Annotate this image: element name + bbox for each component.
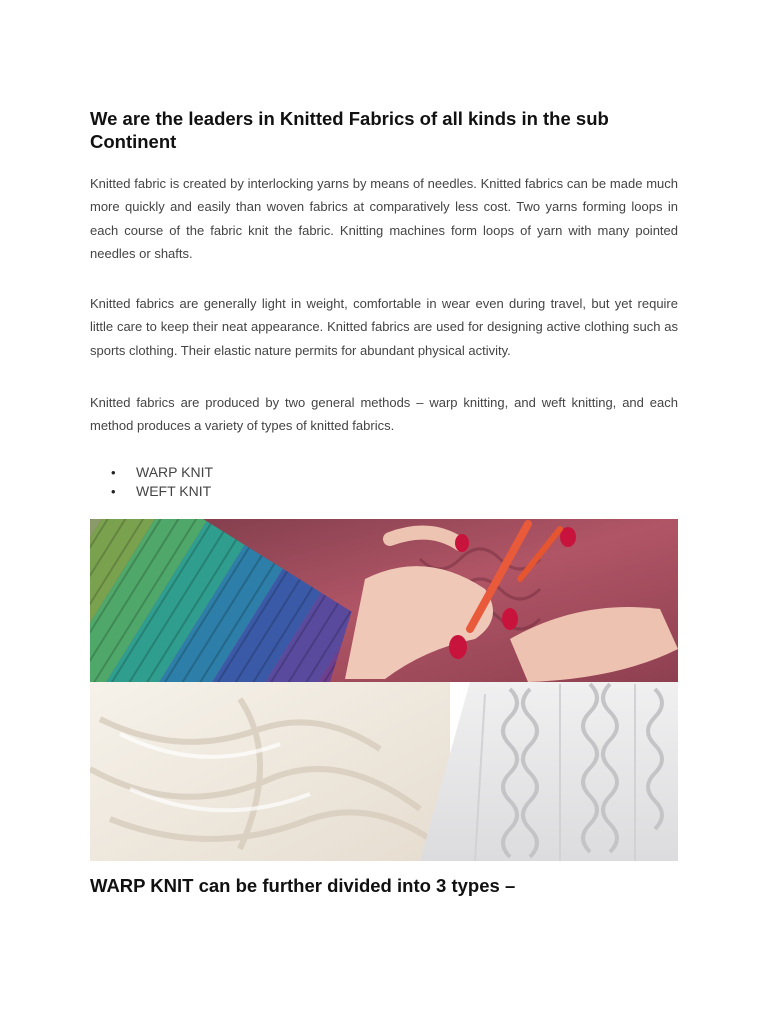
knit-type-list (90, 463, 213, 501)
paragraph-intro: Knitted fabric is created by interlocking yarns by means of needles. Knitted fabrics can be made much more quickly and easily than woven fabrics at comparatively less cost. Two yarns forming loops in each course of the fabric knit the fabric. Knitting machines form loops of yarn with many pointed needles or shafts. (90, 176, 678, 261)
bullet-icon: • (111, 484, 116, 499)
list-item: • WEFT KNIT (111, 483, 212, 499)
paragraph-properties: Knitted fabrics are generally light in weight, comfortable in wear even during travel, but yet require little care to keep their neat appearance. Knitted fabrics are used for designing active clothing such as sports clothing. Their elastic nature permits for abundant physical activity. (90, 296, 678, 358)
paragraph-methods: Knitted fabrics are produced by two general methods – warp knitting, and weft knitting, and each method produces a variety of types of knitted fabrics. (90, 395, 678, 434)
page-title: We are the leaders in Knitted Fabrics of all kinds in the sub Continent (90, 108, 609, 152)
white-cable-knit-photo (420, 682, 678, 861)
bullet-icon: • (111, 465, 116, 480)
section-heading: WARP KNIT can be further divided into 3 types – (90, 875, 516, 896)
list-item: • WARP KNIT (111, 464, 214, 480)
knitted-fabrics-collage-image (90, 519, 678, 861)
